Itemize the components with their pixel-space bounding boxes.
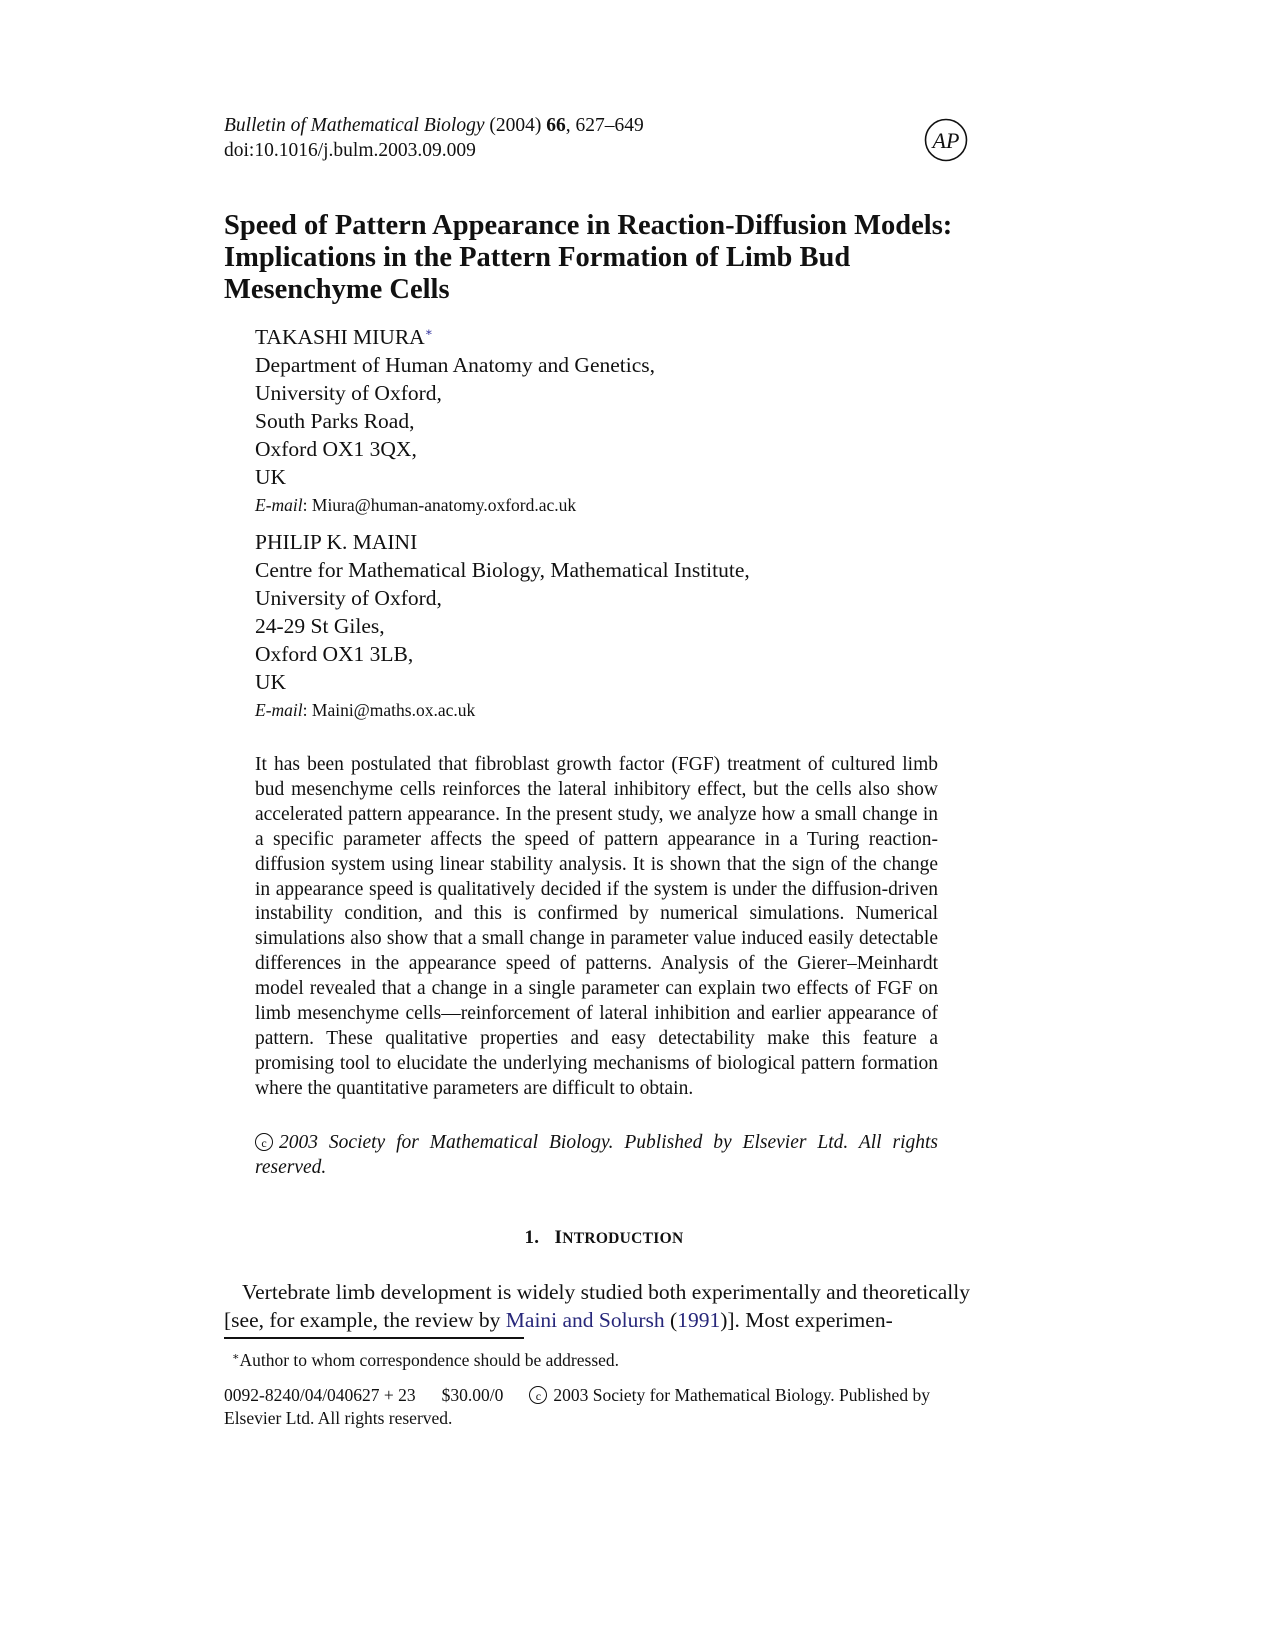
author-email [255,696,750,724]
section-title-rest: NTRODUCTION [562,1230,684,1247]
issn-code: 0092-8240/04/040627 + 23 [224,1385,416,1405]
citation-paren: ( [664,1308,678,1332]
journal-year: (2004) [489,115,542,136]
intro-text: Vertebrate limb development is widely studied both experimentally and theoretically [see, for example, the review by [224,1280,970,1332]
intro-paragraph [224,1278,970,1334]
footnote-marker: ∗ [232,1351,240,1363]
footnote-divider [224,1337,524,1339]
email-label: E-mail [255,700,303,720]
email-label: E-mail [255,495,303,515]
author-block-1 [255,318,655,519]
author-name [255,318,655,351]
affiliation-line: South Parks Road, [255,409,415,433]
affiliation-line: University of Oxford, [255,381,442,405]
paper-title: Speed of Pattern Appearance in Reaction-Diffusion Models: Implications in the Pattern Formation of Limb Bud Mesenchyme Cells [224,210,953,305]
journal-pages: 627–649 [575,115,644,136]
author-name: PHILIP K. MAINI [255,530,418,554]
affiliation-line: Department of Human Anatomy and Genetics, [255,353,656,377]
logo-text: AP [932,128,960,153]
affiliation-line: University of Oxford, [255,586,442,610]
correspondence-marker[interactable]: ∗ [424,325,433,339]
intro-text-end: )]. Most experimen- [720,1308,893,1332]
issn-line [224,1384,970,1430]
author-block-2 [255,528,750,724]
author-email [255,491,655,519]
copyright-icon: c [255,1133,273,1151]
email-address: : Maini@maths.ox.ac.uk [302,700,476,720]
copyright-icon: c [529,1386,547,1404]
footnote-text: Author to whom correspondence should be addressed. [239,1350,620,1370]
abstract: It has been postulated that fibroblast growth factor (FGF) treatment of cultured limb bud mesenchyme cells reinforces the lateral inhibitory effect, but the cells also show accelerated pattern appearance. In the present study, we analyze how a small change in a specific parameter affects the speed of pattern appearance in a Turing reaction-diffusion system using linear stability analysis. It is shown that the sign of the change in appearance speed is qualitatively decided if the system is under the diffusion-driven instability condition, and this is confirmed by numerical simulations. Numerical simulations also show that a small change in parameter value induced easily detectable differences in the appearance speed of patterns. Analysis of the Gierer–Meinhardt model revealed that a change in a single parameter can explain two effects of FGF on limb mesenchyme cells—reinforcement of lateral inhibition and earlier appearance of pattern. These qualitative properties and easy detectability make this feature a promising tool to elucidate the underlying mechanisms of biological pattern formation where the quantitative parameters are difficult to obtain. [255,754,938,1099]
footnote [232,1346,619,1371]
citation-year-link[interactable]: 1991 [677,1308,721,1332]
affiliation-line: UK [255,465,287,489]
section-heading [224,1227,984,1249]
citation-link[interactable]: Maini and Solursh [505,1308,665,1332]
author-name-text: TAKASHI MIURA [255,325,425,349]
journal-line: Bulletin of Mathematical Biology (2004) 66, 627–649 [224,115,644,136]
issn-copyright-text: 2003 Society for Mathematical Biology. Published by Elsevier Ltd. All rights reserved. [224,1385,930,1428]
journal-citation [224,113,644,163]
affiliation-line: Oxford OX1 3QX, [255,437,417,461]
issn-price: $30.00/0 [441,1385,504,1405]
copyright-text: 2003 Society for Mathematical Biology. Published by Elsevier Ltd. All rights reserved. [255,1132,938,1178]
affiliation-line: Centre for Mathematical Biology, Mathematical Institute, [255,558,750,582]
section-number: 1. [524,1227,540,1248]
affiliation-line: Oxford OX1 3LB, [255,642,414,666]
abstract-copyright [255,1131,938,1181]
affiliation-line: UK [255,670,287,694]
publisher-logo-icon [924,118,968,162]
email-address: : Miura@human-anatomy.oxford.ac.uk [302,495,577,515]
section-initial: I [554,1227,563,1248]
affiliation-line: 24-29 St Giles, [255,614,385,638]
journal-volume: 66 [546,115,566,136]
journal-name: Bulletin of Mathematical Biology [224,115,485,136]
doi: doi:10.1016/j.bulm.2003.09.009 [224,140,476,161]
